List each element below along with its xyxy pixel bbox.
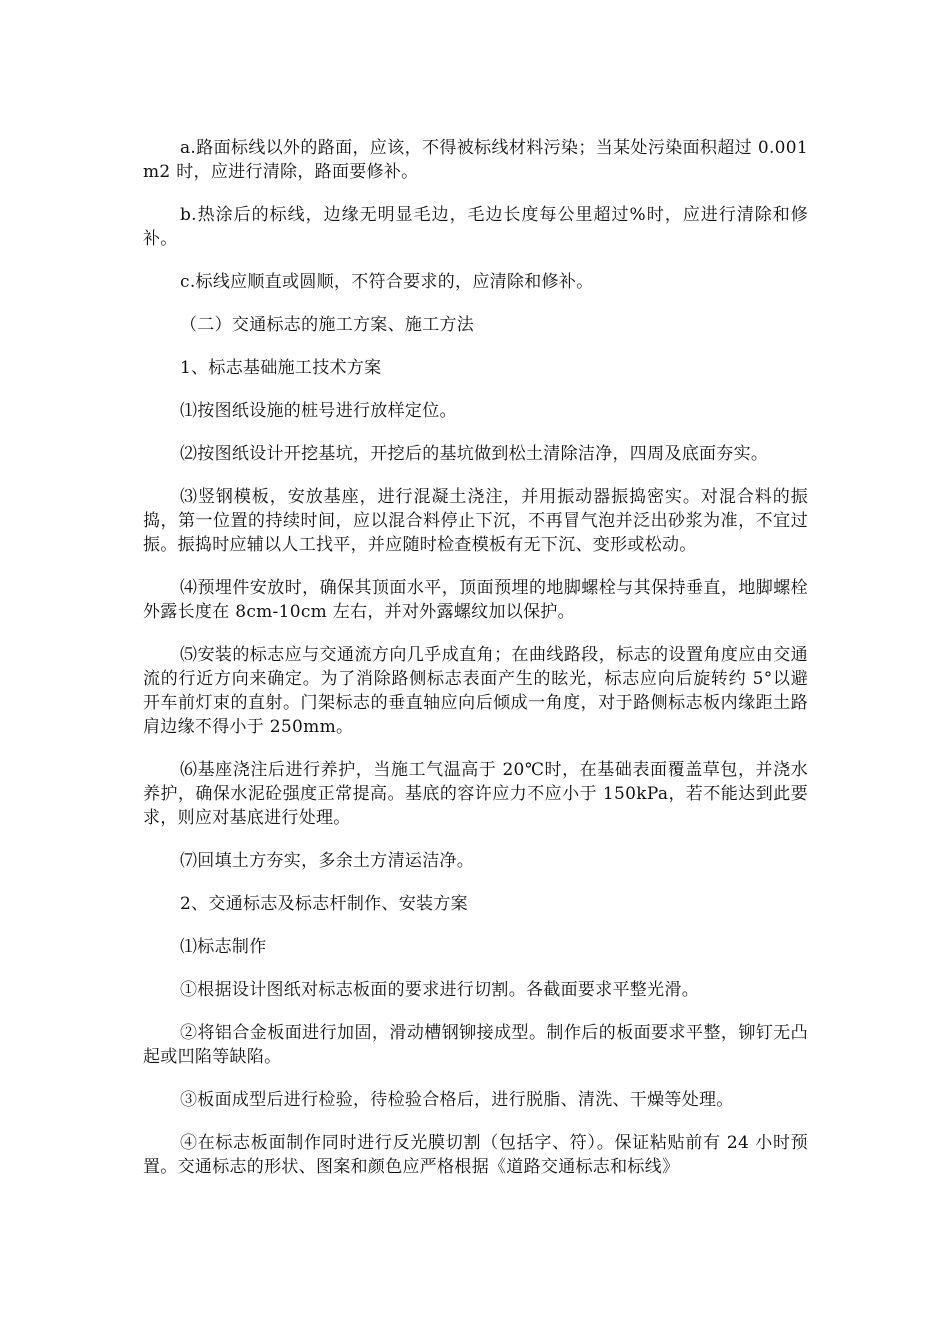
list-item-7: ⑺回填土方夯实，多余土方清运洁净。 [180, 851, 475, 871]
list-item-4: ⑷预埋件安放时，确保其顶面水平，顶面预埋的地脚螺栓与其保持垂直，地脚螺栓外露长度在 8cm-10cm 左右，并对外露螺纹加以保护。 [143, 578, 808, 622]
step-item-4: ④在标志板面制作同时进行反光膜切割（包括字、符）。保证粘贴前有 24 小时预置。交通标志的形状、图案和颜色应严格根据《道路交通标志和标线》 [143, 1133, 808, 1177]
paragraph-a-road-marking-pollution: a.路面标线以外的路面，应该，不得被标线材料污染；当某处污染面积超过 0.001m2 时，应进行清除，路面要修补。 [143, 138, 808, 182]
list-item-2: ⑵按图纸设计开挖基坑，开挖后的基坑做到松土清除洁净，四周及底面夯实。 [180, 444, 769, 464]
step-item-3: ③板面成型后进行检验，待检验合格后，进行脱脂、清洗、干燥等处理。 [180, 1090, 734, 1110]
list-item-1: ⑴按图纸设施的桩号进行放样定位。 [180, 401, 457, 421]
list-heading-sign-production: ⑴标志制作 [180, 937, 267, 957]
list-item-5: ⑸安装的标志应与交通流方向几乎成直角；在曲线路段，标志的设置角度应由交通流的行近方向来确定。为了消除路侧标志表面产生的眩光，标志应向后旋转约 5°以避开车前灯束的直射。门架标志的垂直轴应向后倾成一角度，对于路侧标志板内缘距土路肩边缘不得小于 250mm。 [143, 645, 808, 737]
section-heading-traffic-signs: （二）交通标志的施工方案、施工方法 [180, 315, 475, 335]
paragraph-b-hot-melt-edges: b.热涂后的标线，边缘无明显毛边，毛边长度每公里超过%时，应进行清除和修补。 [143, 205, 808, 249]
subsection-heading-sign-foundation: 1、标志基础施工技术方案 [180, 358, 382, 378]
document-body [143, 136, 808, 1198]
paragraph-c-straight-lines: c.标线应顺直或圆顺，不符合要求的，应清除和修补。 [180, 272, 594, 292]
subsection-heading-sign-fabrication: 2、交通标志及标志杆制作、安装方案 [180, 894, 468, 914]
list-item-6: ⑹基座浇注后进行养护，当施工气温高于 20℃时，在基础表面覆盖草包，并浇水养护，确保水泥砼强度正常提高。基底的容许应力不应小于 150kPa，若不能达到此要求，则应对基底进行处理。 [143, 760, 808, 828]
step-item-1: ①根据设计图纸对标志板面的要求进行切割。各截面要求平整光滑。 [180, 980, 699, 1000]
step-item-2: ②将铝合金板面进行加固，滑动槽钢铆接成型。制作后的板面要求平整，铆钉无凸起或凹陷等缺陷。 [143, 1023, 808, 1067]
list-item-3: ⑶竖钢模板，安放基座，进行混凝土浇注，并用振动器振捣密实。对混合料的振捣，第一位置的持续时间，应以混合料停止下沉，不再冒气泡并泛出砂浆为准，不宜过振。振捣时应辅以人工找平，并应随时检查模板有无下沉、变形或松动。 [143, 487, 808, 555]
